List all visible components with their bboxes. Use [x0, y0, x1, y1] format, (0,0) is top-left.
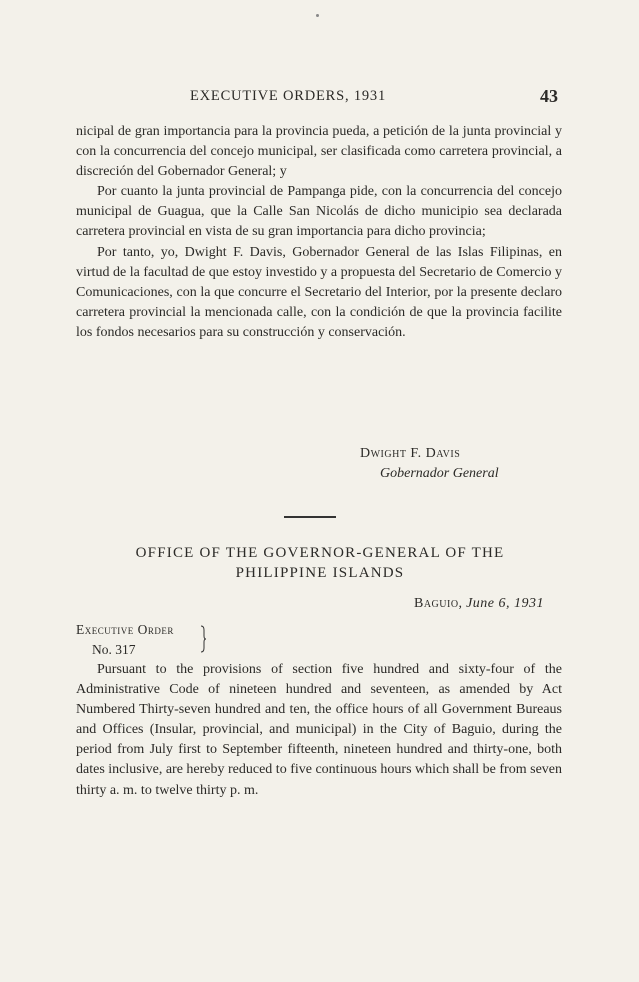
- page-number: 43: [540, 86, 558, 106]
- dateline-place: Baguio,: [414, 596, 463, 611]
- section-divider: [284, 516, 336, 518]
- order-number: No. 317: [92, 642, 136, 657]
- second-order-paragraph: Pursuant to the provisions of section five hundred and sixty-four of the Administrative Code of nineteen hundred and seventeen, as amended by Act Numbered Thirty-seven hundred and ten, the office hours of all Government Bureaus and Offices (Insular, provincial, and municipal) in the City of Baguio, during the period from July first to September fifteenth, nineteen hundred and thirty-one, both dates inclusive, are hereby reduced to five continuous hours which shall be from seven thirty a. m. to twelve thirty p. m.: [76, 662, 562, 798]
- brace-mark: [200, 625, 206, 653]
- first-order-paragraph: Por cuanto la junta provincial de Pampanga pide, con la concurrencia del concejo municipal de Guagua, que la Calle San Nicolás de dicho municipio sea declarada carretera provincial en vista de su gran importancia para dicho provincia;: [76, 184, 562, 240]
- office-heading: [60, 543, 580, 583]
- first-order-paragraph: Por tanto, yo, Dwight F. Davis, Gobernador General de las Islas Filipinas, en virtud de la facultad de que estoy investido y a propuesta del Secretario de Comercio y Comunicaciones, con la que concurre el Secretario del Interior, por la presente declaro carretera provincial la mencionada calle, con la condición de que la provincia facilite los fondos necesarios para su construcción y conservación.: [76, 244, 562, 340]
- first-order-body: [76, 122, 562, 343]
- signatory-title: Gobernador General: [380, 466, 499, 481]
- running-title: EXECUTIVE ORDERS, 1931: [190, 88, 387, 104]
- signature-block: [360, 444, 560, 484]
- dateline-date: June 6, 1931: [466, 596, 544, 611]
- dateline: [300, 596, 544, 612]
- running-header: [0, 86, 639, 110]
- order-type: Executive Order: [76, 622, 174, 637]
- signatory-name: Dwight F. Davis: [360, 446, 461, 461]
- first-order-paragraph: nicipal de gran importancia para la provincia pueda, a petición de la junta provincial y con la concurrencia del concejo municipal, ser clasificada como carretera provincial, a discreción del Gobernador General; y: [76, 124, 562, 180]
- print-speck: [316, 14, 319, 17]
- second-order-body: [76, 660, 562, 801]
- office-heading-line: OFFICE OF THE GOVERNOR-GENERAL OF THE: [135, 545, 505, 561]
- order-label: [76, 620, 174, 660]
- office-heading-line: PHILIPPINE ISLANDS: [235, 565, 405, 581]
